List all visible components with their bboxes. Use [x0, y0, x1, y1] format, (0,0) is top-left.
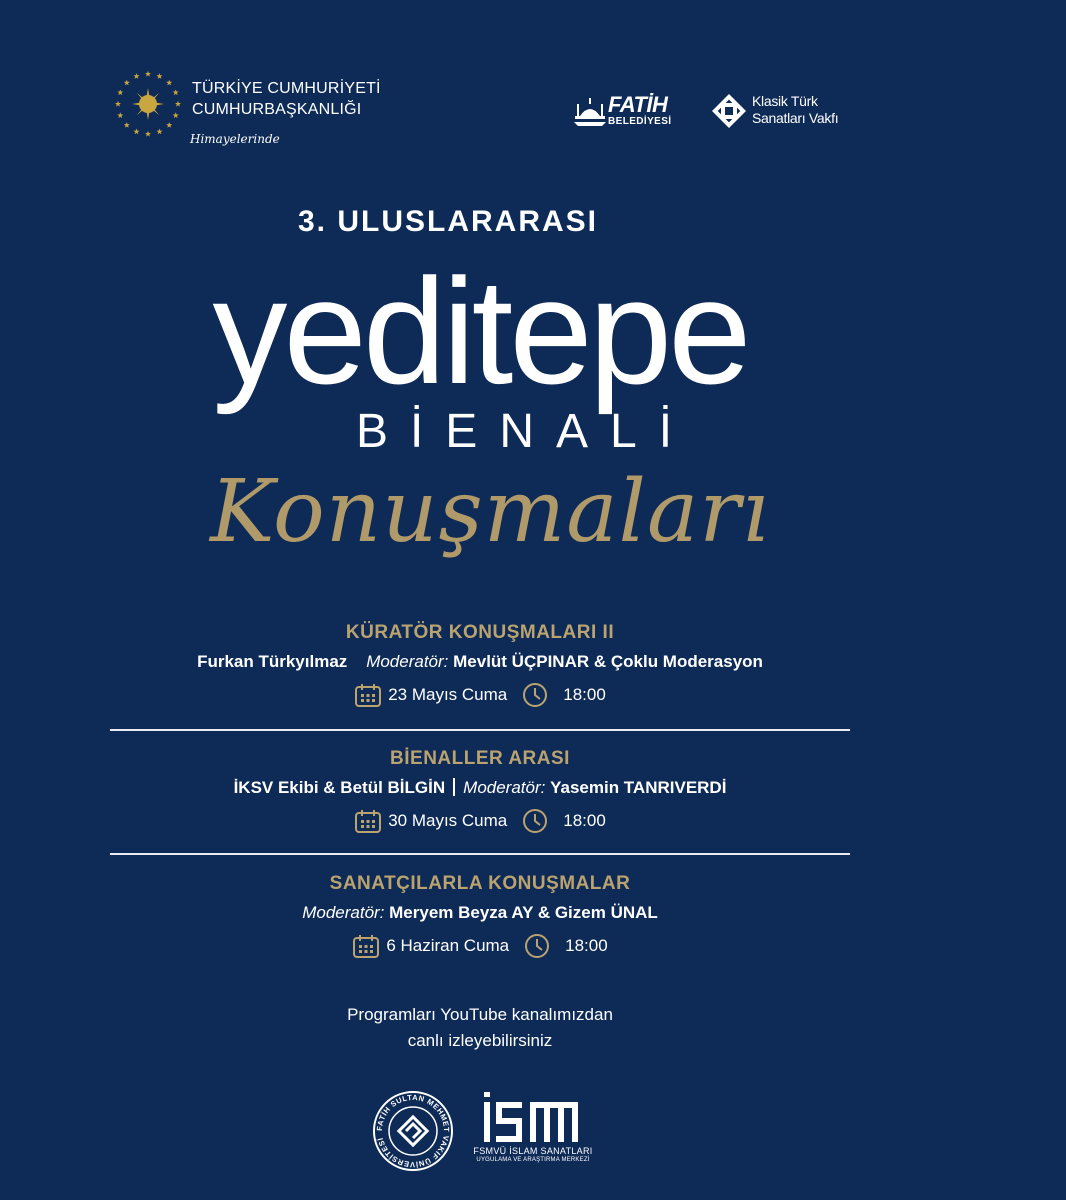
seal-star-icon — [166, 80, 172, 86]
session-3 — [0, 873, 960, 961]
ism-name-line2: UYGULAMA VE ARAŞTIRMA MERKEZİ — [476, 1157, 590, 1163]
session-moderator: Mevlüt ÜÇPINAR & Çoklu Moderasyon — [453, 652, 763, 671]
moderator-label: Moderatör: — [463, 778, 546, 797]
clock-icon — [523, 932, 551, 960]
section-divider — [110, 729, 850, 731]
fatih-logo-word: FATİH — [608, 92, 668, 117]
session-participants — [0, 778, 960, 798]
seal-star-icon — [145, 71, 151, 77]
session-2 — [0, 748, 960, 836]
seal-star-icon — [173, 89, 179, 95]
seal-star-icon — [133, 129, 139, 135]
session-moderator: Yasemin TANRIVERDİ — [550, 778, 727, 797]
patronage-text: Himayelerinde — [190, 132, 280, 146]
seal-star-icon — [117, 112, 123, 118]
session-date: 6 Haziran Cuma — [386, 936, 510, 955]
ktsv-logo-line2: Sanatları Vakfı — [752, 110, 839, 126]
session-1 — [0, 622, 960, 710]
calendar-icon — [354, 682, 382, 708]
presidency-title-line1: TÜRKİYE CUMHURİYETİ — [192, 80, 381, 97]
svg-text:FATİH SULTAN MEHMET VAKIF ÜNİV: FATİH SULTAN MEHMET VAKIF ÜNİVERSİTESİ — [374, 1092, 452, 1170]
session-date: 30 Mayıs Cuma — [388, 811, 508, 830]
session-title: SANATÇILARLA KONUŞMALAR — [329, 873, 631, 894]
seal-star-icon — [175, 101, 181, 107]
seal-star-icon — [173, 112, 179, 118]
seal-star-icon — [115, 101, 121, 107]
seal-star-icon — [124, 122, 130, 128]
seal-star-icon — [117, 89, 123, 95]
moderator-label: Moderatör: — [366, 652, 449, 671]
calendar-icon — [352, 933, 380, 959]
seal-star-icon — [133, 73, 139, 79]
ism-name-line1: FSMVÜ İSLAM SANATLARI — [473, 1146, 593, 1156]
session-time: 18:00 — [565, 936, 608, 955]
session-participants — [0, 903, 960, 923]
youtube-notice-line2: canlı izleyebilirsiniz — [407, 1031, 553, 1050]
ktsv-logo-icon — [710, 92, 748, 130]
youtube-notice-line1: Programları YouTube kanalımızdan — [347, 1005, 613, 1024]
youtube-notice — [0, 1002, 960, 1054]
title-konusmalari: Konuşmaları — [210, 462, 770, 562]
session-speaker: İKSV Ekibi & Betül BİLGİN — [233, 778, 446, 797]
session-datetime — [0, 680, 960, 710]
title-yeditepe-text: yeditepe — [212, 247, 748, 415]
ktsv-logo-line1: Klasik Türk — [752, 93, 818, 109]
clock-icon — [521, 681, 549, 709]
fatih-logo-subtitle: BELEDİYESİ — [608, 116, 672, 127]
session-date: 23 Mayıs Cuma — [388, 685, 508, 704]
ism-center-logo — [478, 1092, 588, 1144]
session-datetime — [0, 931, 960, 961]
seal-star-icon — [156, 129, 162, 135]
session-time: 18:00 — [563, 811, 606, 830]
session-datetime — [0, 806, 960, 836]
title-bienali: BİENALİ — [355, 405, 695, 458]
presidency-title-line2: CUMHURBAŞKANLIĞI — [192, 101, 362, 118]
session-speaker: Furkan Türkyılmaz — [197, 652, 348, 671]
session-title: BİENALLER ARASI — [390, 748, 570, 769]
title-edition: 3. ULUSLARARASI — [297, 205, 598, 238]
seal-star-icon — [124, 80, 130, 86]
seal-star-icon — [145, 131, 151, 137]
moderator-label: Moderatör: — [302, 903, 385, 922]
session-participants — [0, 652, 960, 672]
session-title: KÜRATÖR KONUŞMALARI II — [345, 622, 615, 643]
section-divider — [110, 853, 850, 855]
session-moderator: Meryem Beyza AY & Gizem ÜNAL — [389, 903, 658, 922]
seal-star-icon — [166, 122, 172, 128]
seal-star-icon — [156, 73, 162, 79]
presidential-seal-logo — [112, 68, 184, 140]
calendar-icon — [354, 808, 382, 834]
separator-bar — [453, 778, 455, 796]
title-yeditepe — [0, 247, 960, 415]
session-time: 18:00 — [563, 685, 606, 704]
clock-icon — [521, 807, 549, 835]
